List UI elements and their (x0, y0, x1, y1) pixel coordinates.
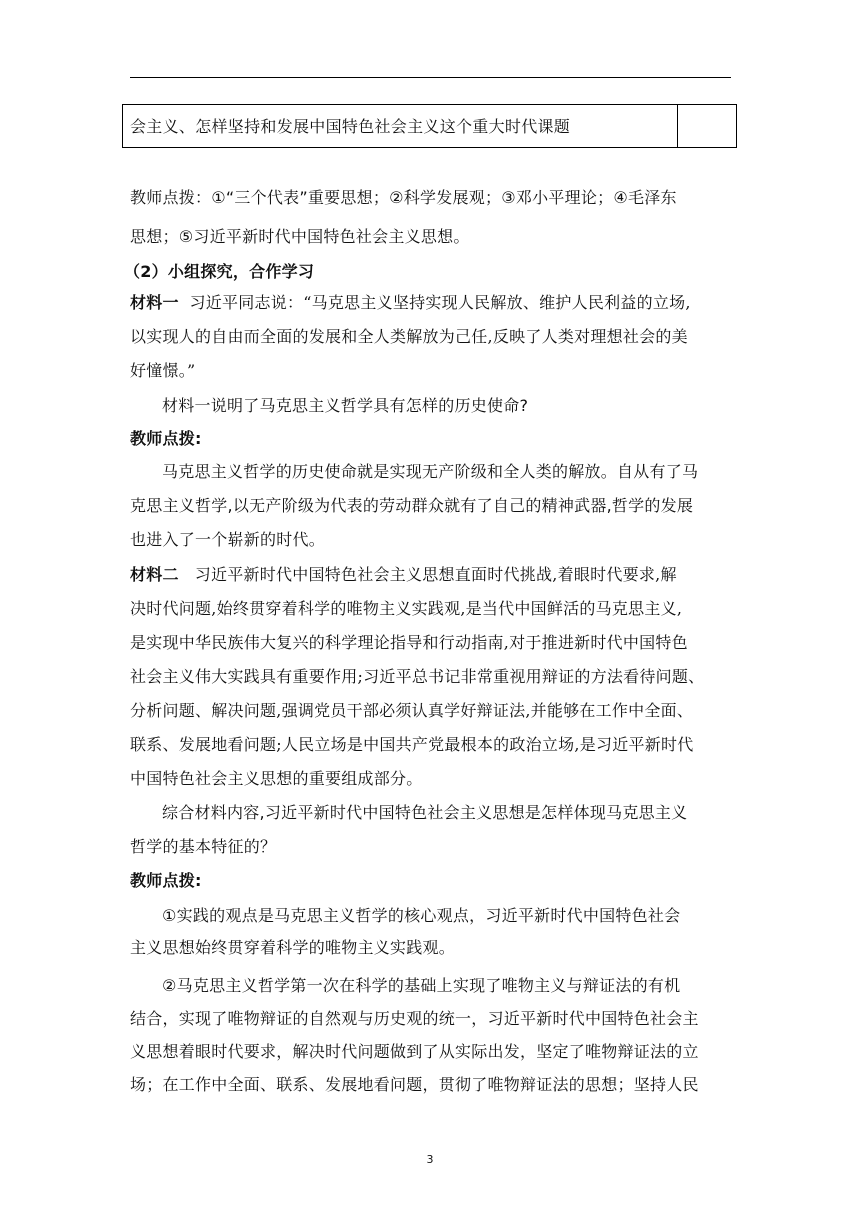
material-1-text: 习近平同志说：“马克思主义坚持实现人民解放、维护人民利益的立场, (189, 293, 691, 312)
material-1-label: 材料一 (130, 293, 179, 312)
material-1-line-1 (130, 292, 691, 314)
material-1-line-2: 以实现人的自由而全面的发展和全人类解放为己任,反映了人类对理想社会的美 (130, 327, 688, 346)
material-2-line-7: 中国特色社会主义思想的重要组成部分。 (130, 769, 423, 788)
header-rule (130, 77, 731, 78)
answer-2-point-2-line-3: 义思想着眼时代要求，解决时代问题做到了从实际出发，坚定了唯物辩证法的立 (130, 1042, 699, 1061)
answer-2-point-2-line-2: 结合，实现了唯物辩证的自然观与历史观的统一，习近平新时代中国特色社会主 (130, 1009, 699, 1028)
question-1: 材料一说明了马克思主义哲学具有怎样的历史使命? (162, 396, 529, 415)
table-continuation-row (122, 104, 737, 148)
page-number: 3 (426, 1153, 434, 1166)
material-2-line-5: 分析问题、解决问题,强调党员干部必须认真学好辩证法,并能够在工作中全面、 (130, 701, 694, 720)
answer-1-line-2: 克思主义哲学,以无产阶级为代表的劳动群众就有了自己的精神武器,哲学的发展 (130, 496, 694, 515)
material-2-text: 习近平新时代中国特色社会主义思想直面时代挑战,着眼时代要求,解 (194, 565, 677, 584)
teacher-tip-line-2: 思想；⑤习近平新时代中国特色社会主义思想。 (130, 227, 470, 246)
material-2-label: 材料二 (130, 565, 179, 584)
question-2-line-1: 综合材料内容,习近平新时代中国特色社会主义思想是怎样体现马克思主义 (162, 803, 688, 822)
answer-2-point-2-line-1: ②马克思主义哲学第一次在科学的基础上实现了唯物主义与辩证法的有机 (162, 976, 681, 995)
answer-2-point-2-line-4: 场；在工作中全面、联系、发展地看问题，贯彻了唯物辩证法的思想；坚持人民 (130, 1075, 699, 1094)
material-2-line-2: 决时代问题,始终贯穿着科学的唯物主义实践观,是当代中国鲜活的马克思主义, (130, 599, 683, 618)
teacher-tip-label-1: 教师点拨: (130, 429, 202, 448)
answer-1-line-1: 马克思主义哲学的历史使命就是实现无产阶级和全人类的解放。自从有了马 (162, 462, 699, 481)
teacher-tip-line-1: 教师点拨：①“三个代表”重要思想；②科学发展观；③邓小平理论；④毛泽东 (130, 188, 677, 207)
teacher-tip-label-2: 教师点拨: (130, 871, 202, 890)
table-cell-text: 会主义、怎样坚持和发展中国特色社会主义这个重大时代课题 (130, 117, 571, 136)
material-2-line-1 (130, 564, 677, 586)
table-cell-divider (677, 105, 678, 147)
question-2-line-2: 哲学的基本特征的？ (130, 837, 277, 856)
material-2-line-6: 联系、发展地看问题;人民立场是中国共产党最根本的政治立场,是习近平新时代 (130, 735, 694, 754)
answer-1-line-3: 也进入了一个崭新的时代。 (130, 530, 326, 549)
material-2-line-4: 社会主义伟大实践具有重要作用;习近平总书记非常重视用辩证的方法看待问题、 (130, 667, 705, 686)
answer-2-point-1-line-2: 主义思想始终贯穿着科学的唯物主义实践观。 (130, 938, 456, 957)
material-2-line-3: 是实现中华民族伟大复兴的科学理论指导和行动指南,对于推进新时代中国特色 (130, 633, 688, 652)
section-heading: （2）小组探究，合作学习 (124, 262, 315, 281)
answer-2-point-1-line-1: ①实践的观点是马克思主义哲学的核心观点，习近平新时代中国特色社会 (162, 906, 681, 925)
material-1-line-3: 好憧憬。” (130, 361, 196, 380)
